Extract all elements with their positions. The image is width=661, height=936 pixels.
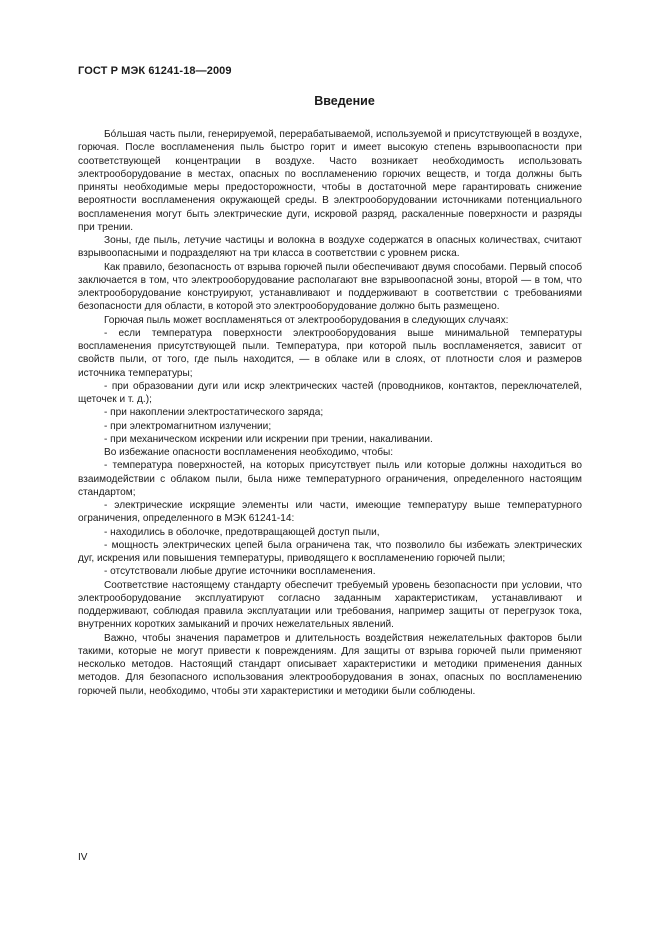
paragraph: Во избежание опасности воспламенения необходимо, чтобы: (104, 447, 394, 458)
paragraph: Соответствие настоящему стандарту обеспечит требуемый уровень безопасности при условии, что электрооборудование эксплуатируют согласно заданным характеристикам, устанавливают и поддерживают, соблюдая правила эксплуатации или требования, например защиты от перегрузок тока, внутренних коротких замыканий и прочих нежелательных явлений. (78, 579, 582, 631)
page-number: IV (78, 852, 88, 863)
paragraph: Зоны, где пыль, летучие частицы и волокна в воздухе содержатся в опасных количествах, считают взрывоопасными и подразделяют на три класса в соответствии с уровнем риска. (78, 235, 582, 260)
paragraph: Важно, чтобы значения параметров и длительность воздействия нежелательных факторов были такими, которые не могут привести к повреждениям. Для защиты от взрыва горючей пыли применяют несколько методов. Настоящий стандарт описывает характеристики и методики применения данных методов. Для безопасного использования электрооборудования в зонах, опасных по воспламенению горючей пыли, необходимо, чтобы эти характеристики и методики были соблюдены. (78, 632, 582, 697)
list-item: - электрические искрящие элементы или части, имеющие температуру выше температурного ограничения, определенного в МЭК 61241-14: (78, 500, 582, 525)
paragraph: Горючая пыль может воспламеняться от электрооборудования в следующих случаях: (104, 314, 509, 326)
list-item: - если температура поверхности электрооборудования выше минимальной температуры воспламенения присутствующей пыли. Температура, при которой пыль воспламеняется, зависит от свойств пыли, от того, где пыль находится, — в облаке или в слоях, от плотности слоя и размеров источника температуры; (78, 327, 582, 379)
list-item: - при накоплении электростатического заряда; (104, 407, 324, 419)
list-item: - отсутствовали любые другие источники воспламенения. (104, 566, 376, 578)
list-item: - при механическом искрении или искрении при трении, накаливании. (104, 433, 433, 445)
list-item: - мощность электрических цепей была ограничена так, что позволило бы избежать электрических дуг, искрения или повышения температуры, приводящего к воспламенению горючей пыли; (78, 539, 582, 564)
section-title: Введение (314, 94, 375, 108)
document-body (78, 128, 582, 698)
list-item: - при электромагнитном излучении; (104, 420, 272, 432)
list-item: - находились в оболочке, предотвращающей доступ пыли, (104, 526, 380, 538)
paragraph: Бóльшая часть пыли, генерируемой, перерабатываемой, используемой и присутствующей в воздухе, горючая. После воспламенения пыль быстро горит и имеет высокую степень взрывоопасности при соответствующей концентрации в воздухе. Часто возникает необходимость использовать электрооборудование в местах, опасных по воспламенению горючих веществ, и тогда должны быть приняты необходимые меры предосторожности, чтобы в достаточной мере гарантировать снижение вероятности воспламенения окружающей среды. В электрооборудовании источниками потенциального воспламенения могут быть электрические дуги, искровой разряд, раскаленные поверхности и разряды при трении. (78, 129, 582, 233)
list-item: - при образовании дуги или искр электрических частей (проводников, контактов, переключателей, щеточек и т. д.); (78, 380, 582, 405)
list-item: - температура поверхностей, на которых присутствует пыль или которые должны находиться во взаимодействии с облаком пыли, была ниже температурного ограничения, определенного настоящим стандартом; (78, 460, 582, 498)
document-header: ГОСТ Р МЭК 61241-18—2009 (78, 65, 232, 77)
paragraph: Как правило, безопасность от взрыва горючей пыли обеспечивают двумя способами. Первый способ заключается в том, что электрооборудование располагают вне взрывоопасной зоны, второй — в том, что электрооборудование конструируют, устанавливают и поддерживают в соответствии с требованиями безопасности для области, в которой это электрооборудование должно быть размещено. (78, 261, 582, 313)
